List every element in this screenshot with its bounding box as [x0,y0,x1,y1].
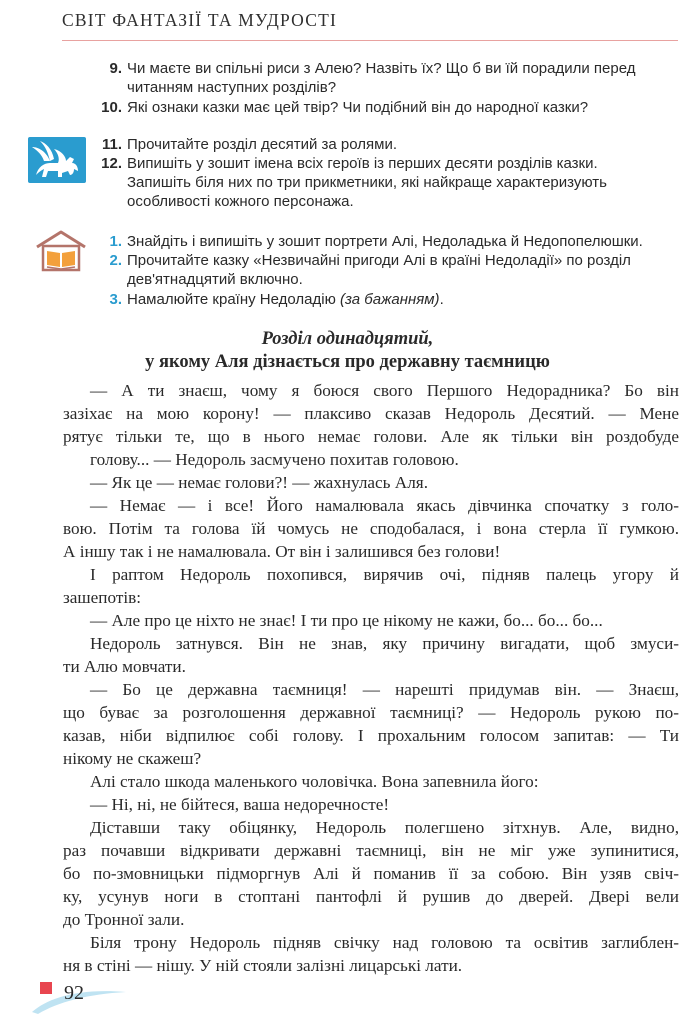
question-text: Запишіть біля них по три прикметники, які найкраще характеризують [127,174,607,191]
question-text: Чи маєте ви спільні риси з Алею? Назвіть їх? Що б ви їй порадили перед [127,60,636,77]
homework-house-icon [33,229,89,273]
body-line: раз почавши відкривати державні таємниці, він не міг уже зупинитися, [63,841,679,860]
body-line: рятує тільки те, що в нього немає голови. Але як тільки він роздобуде [63,427,679,446]
question-number: 12. [101,155,122,172]
body-line: А іншу так і не намалювала. От він і залишився без голови! [63,542,501,561]
homework-text: дев'ятнадцятий включно. [127,271,303,288]
question-number: 11. [101,136,122,153]
question-text: Випишіть у зошит імена всіх героїв із перших десяти розділів казки. [127,155,598,172]
body-line: — Ні, ні, не бійтеся, ваша недоречносте! [90,795,390,814]
body-line: Біля трону Недороль підняв свічку над головою та освітив заглиблен- [90,933,679,952]
body-line: — Але про це ніхто не знає! І ти про це нікому не кажи, бо... бо... бо... [90,611,603,630]
body-line: голову... — Недороль засмучено похитав головою. [90,450,459,469]
body-line: казав, ніби відпилює собі голову. І прохальним голосом запитав: — Ти [63,726,679,745]
homework-number: 1. [109,233,122,250]
homework-text: Прочитайте казку «Незвичайні пригоди Алі в країні Недоладії» по розділ [127,252,631,269]
body-line: бо по-змовницьки підморгнув Алі й поманив її за собою. Він узяв свіч- [63,864,679,883]
homework-number: 2. [109,252,122,269]
body-line: ти Алю мовчати. [63,657,186,676]
body-line: — Як це — немає голови?! — жахнулась Аля. [90,473,428,492]
homework-text [127,291,444,308]
body-line: І раптом Недороль похопився, вирячив очі, підняв палець угору й [90,565,679,584]
body-line: що буває за розголошення державної таємниці? — Недороль рукою по- [63,703,679,722]
pegasus-icon [28,137,86,183]
page-number: 92 [64,982,84,1004]
homework-number: 3. [109,291,122,308]
homework-text-main: Намалюйте країну Недоладію [127,291,340,308]
header-title: СВІТ ФАНТАЗІЇ ТА МУДРОСТІ [62,10,337,30]
body-line: зашепотів: [63,588,142,607]
body-line: Алі стало шкода маленького чоловічка. Вона запевнила його: [90,772,539,791]
question-text: Які ознаки казки має цей твір? Чи подібний він до народної казки? [127,99,589,116]
body-line: Діставши таку обіцянку, Недороль полегшено зітхнув. Але, видно, [90,818,679,837]
body-line: ня в стіні — нішу. У ній стояли залізні лицарські лати. [63,956,463,975]
body-line: — А ти знаєш, чому я боюся свого Першого Недорадника? Бо він [90,381,679,400]
question-number: 9. [109,60,122,77]
homework-text-end: . [439,291,444,308]
body-line: — Бо це державна таємниця! — нарешті придумав він. — Знаєш, [90,680,679,699]
question-text: особливості кожного персонажа. [127,193,354,210]
homework-text: Знайдіть і випишіть у зошит портрети Алі, Недоладька й Недопопелюшки. [127,233,643,250]
question-number: 10. [101,99,122,116]
chapter-subtitle: у якому Аля дізнається про державну таємницю [145,352,550,372]
body-line: до Тронної зали. [63,910,185,929]
body-line: вою. Потім та голова їй чомусь не сподобалася, і вона стерла її гумкою. [63,519,679,538]
chapter-title: Розділ одинадцятий, [261,329,434,349]
homework-text-italic: (за бажанням) [340,291,440,308]
body-line: нікому не скажеш? [63,749,202,768]
header-rule [62,40,678,41]
body-line: — Немає — і все! Його намалювала якась дівчинка спочатку з голо- [90,496,679,515]
body-line: Недороль затнувся. Він не знав, яку причину вигадати, щоб змуси- [90,634,679,653]
question-text: Прочитайте розділ десятий за ролями. [127,136,398,153]
body-line: ку, усунув ноги в стоптані пантофлі й рушив до дверей. Двері вели [63,887,679,906]
body-line: зазіхає на мою корону! — плаксиво сказав Недороль Десятий. — Мене [63,404,679,423]
question-text: читанням наступних розділів? [127,79,337,96]
